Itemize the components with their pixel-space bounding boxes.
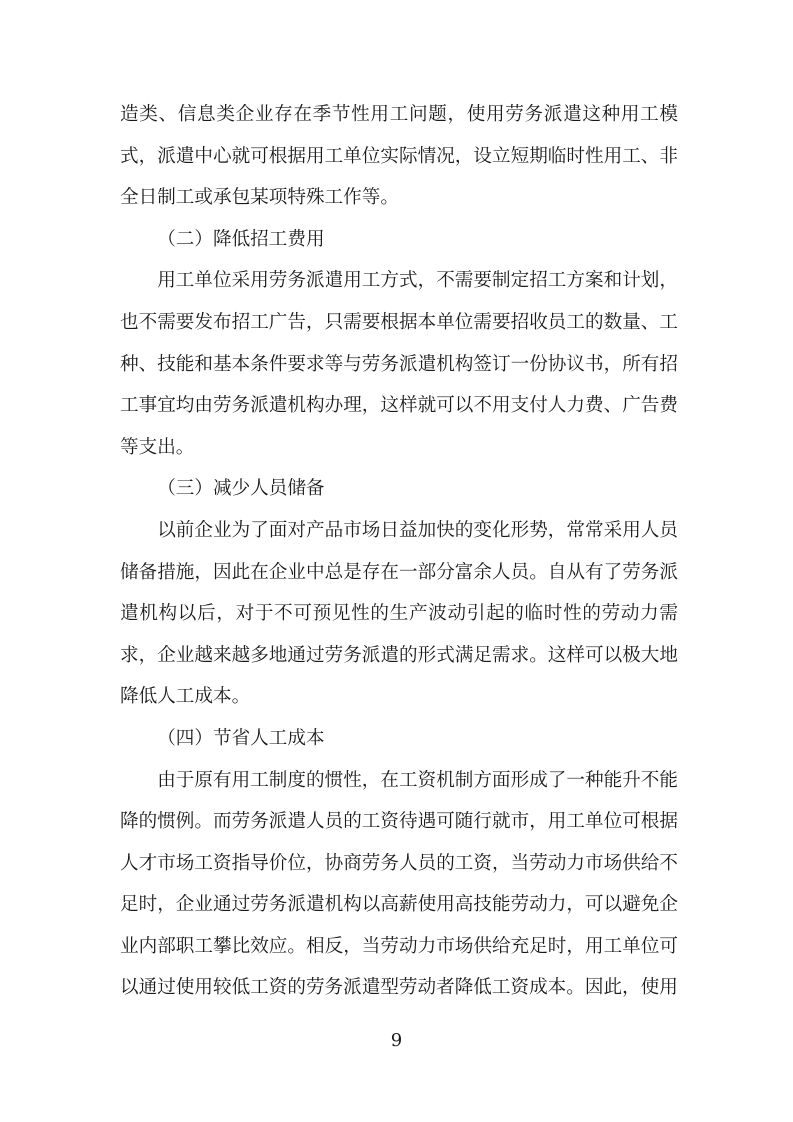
section-heading-reduce-staff-reserve: （三）减少人员储备 [157, 478, 325, 500]
paragraph-staff-reserve: 以前企业为了面对产品市场日益加快的变化形势，常常采用人员储备措施，因此在企业中总是存在一部分富余人员。自从有了劳务派遣机构以后，对于不可预见性的生产波动引起的临时性的劳动力需求，企业越来越多地通过劳务派遣的形式满足需求。这样可以极大地降低人工成本。 [120, 519, 678, 708]
paragraph-continuation: 造类、信息类企业存在季节性用工问题，使用劳务派遣这种用工模式，派遣中心就可根据用工单位实际情况，设立短期临时性用工、非全日制工或承包某项特殊工作等。 [120, 104, 678, 209]
section-heading-reduce-recruitment-cost: （二）降低招工费用 [157, 228, 325, 250]
paragraph-recruitment-cost: 用工单位采用劳务派遣用工方式，不需要制定招工方案和计划，也不需要发布招工广告，只需要根据本单位需要招收员工的数量、工种、技能和基本条件要求等与劳务派遣机构签订一份协议书，所有招工事宜均由劳务派遣机构办理，这样就可以不用支付人力费、广告费等支出。 [120, 270, 678, 458]
page-body [120, 94, 678, 1009]
paragraph-labor-cost: 由于原有用工制度的惯性，在工资机制方面形成了一种能升不能降的惯例。而劳务派遣人员的工资待遇可随行就市，用工单位可根据人才市场工资指导价位，协商劳务人员的工资，当劳动力市场供给不足时，企业通过劳务派遣机构以高薪使用高技能劳动力，可以避免企业内部职工攀比效应。相反，当劳动力市场供给充足时，用工单位可以通过使用较低工资的劳务派遣型劳动者降低工资成本。因此，使用 [120, 769, 678, 999]
section-heading-save-labor-cost: （四）节省人工成本 [157, 727, 325, 749]
page-number: 9 [390, 1030, 403, 1051]
